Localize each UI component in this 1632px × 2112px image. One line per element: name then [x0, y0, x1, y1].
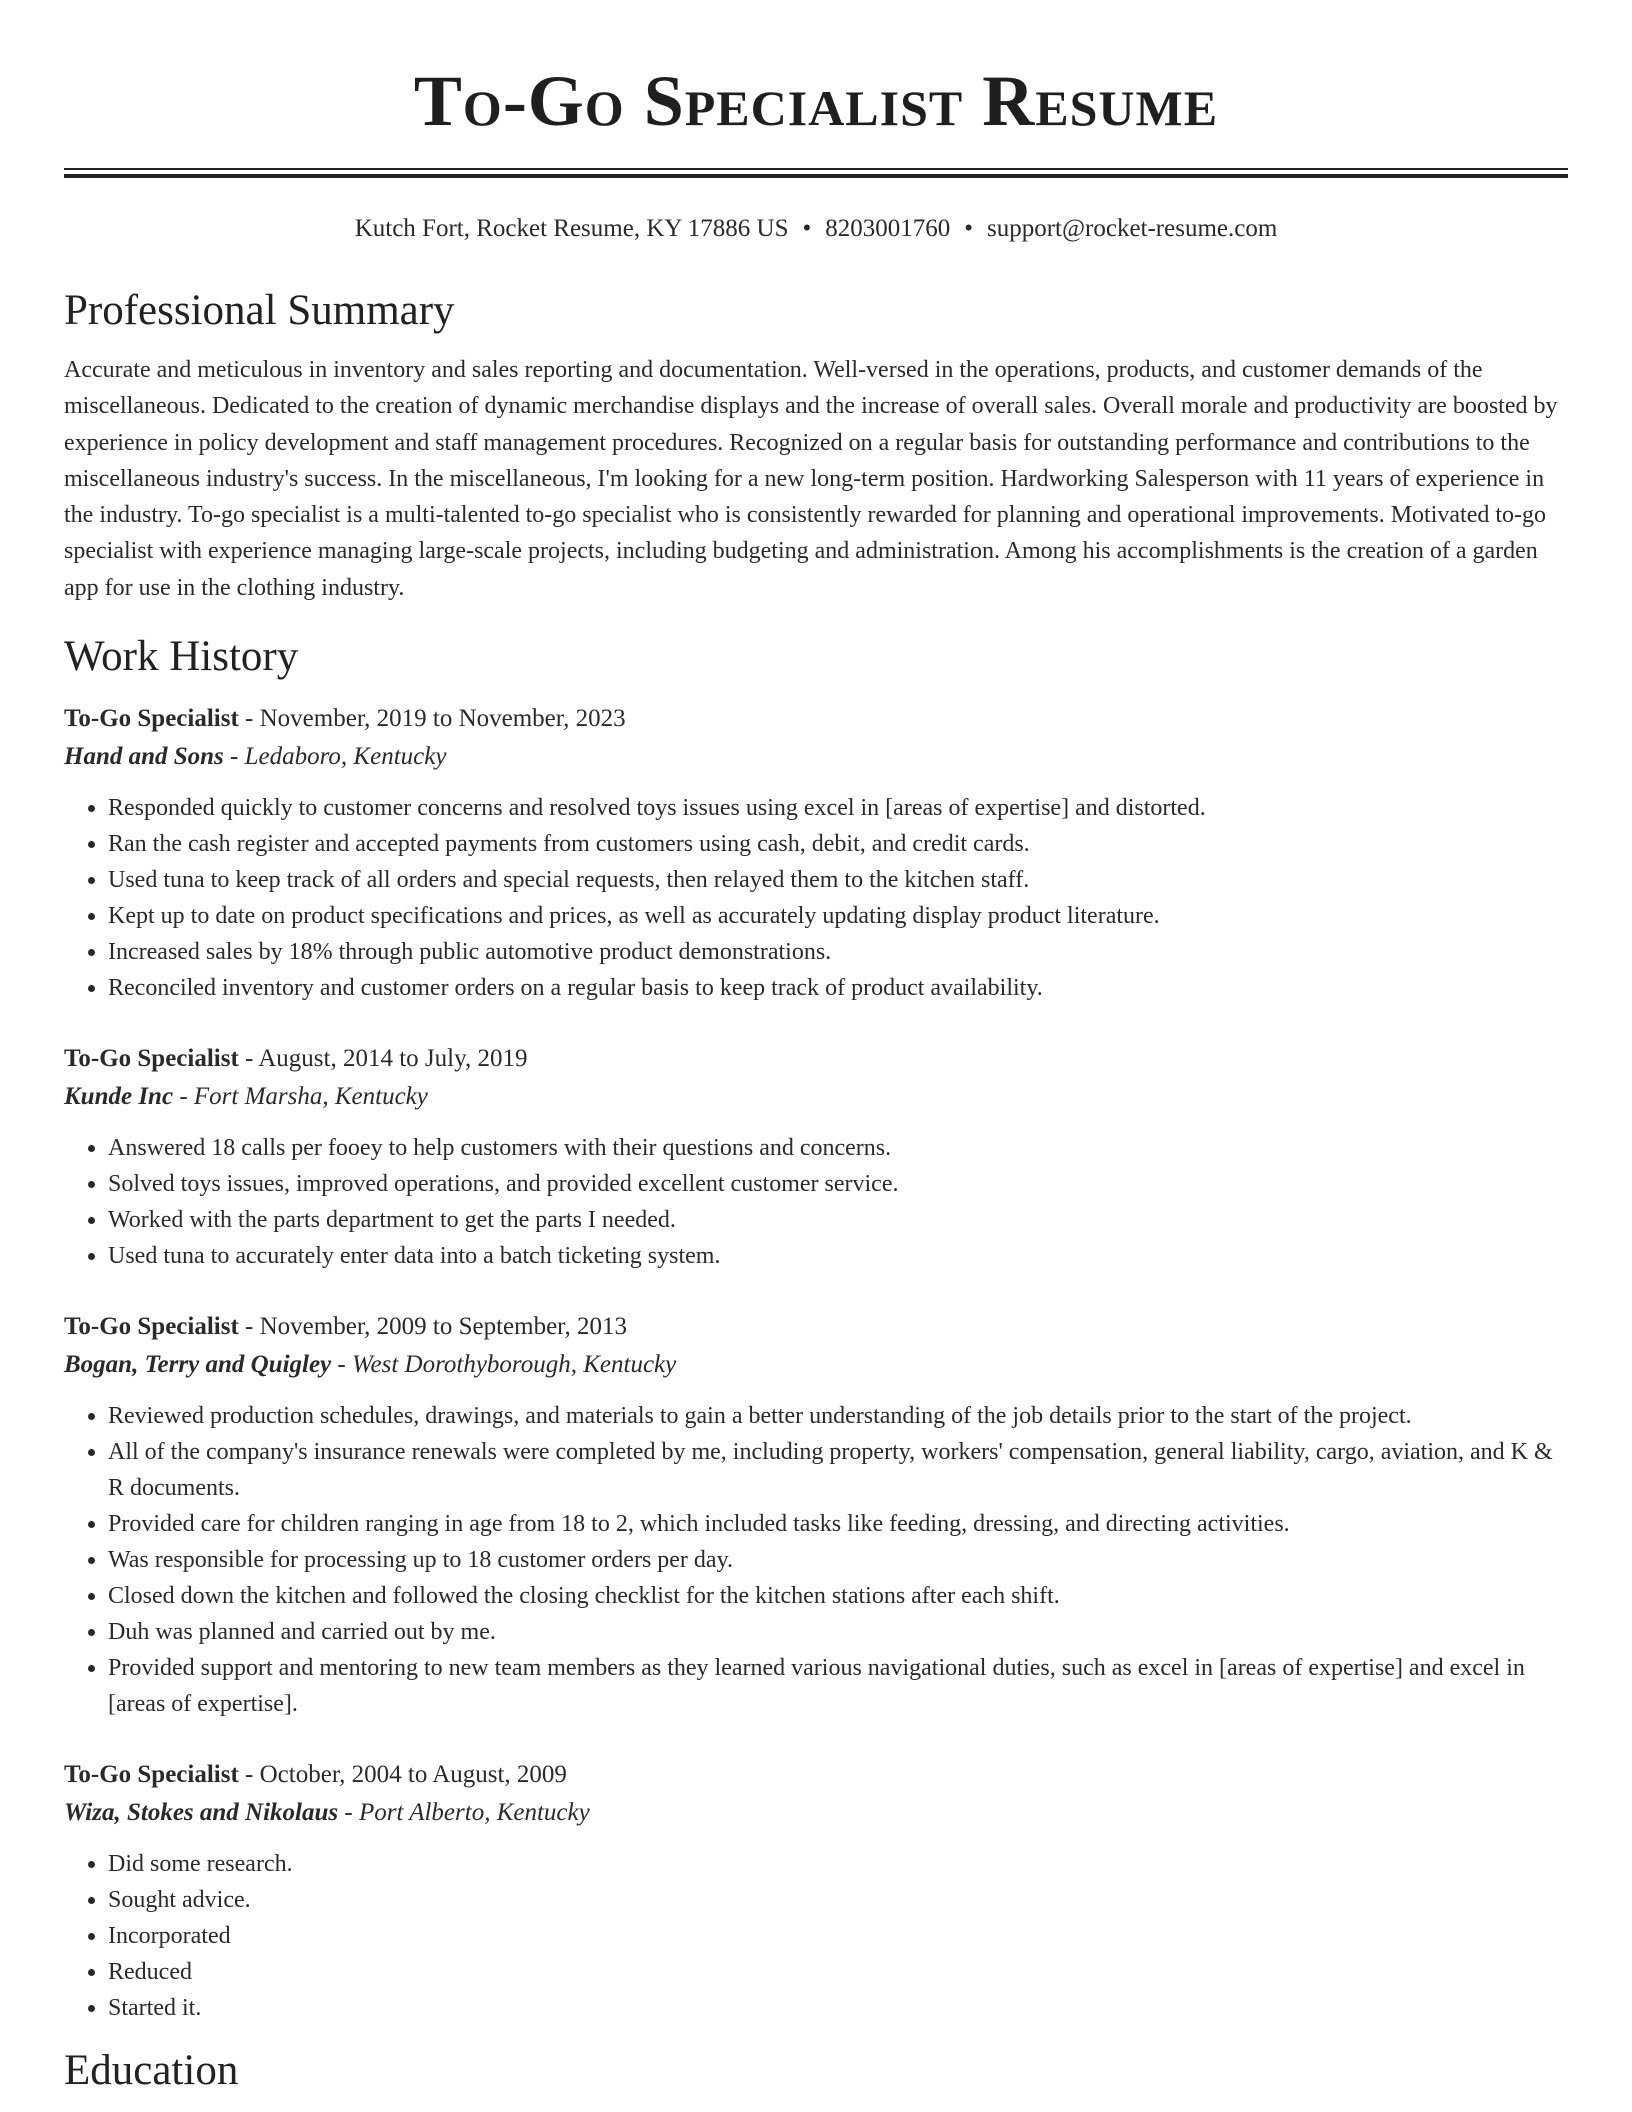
job-bullet: • Did some research.	[108, 1846, 1568, 1882]
job-bullet: • Sought advice.	[108, 1882, 1568, 1918]
job-bullets	[64, 790, 1568, 1006]
job-bullet: • Responded quickly to customer concerns and resolved toys issues using excel in [areas of expertise] and distorted.	[108, 790, 1568, 826]
job-bullet: • Worked with the parts department to get the parts I needed.	[108, 1202, 1568, 1238]
job-title-line	[64, 1756, 1568, 1794]
job-entry	[64, 1756, 1568, 2026]
job-bullets	[64, 1130, 1568, 1274]
job-location: - Fort Marsha, Kentucky	[173, 1083, 428, 1111]
job-company: Hand and Sons	[64, 743, 224, 771]
job-company: Bogan, Terry and Quigley	[64, 1351, 332, 1379]
contact-line	[64, 212, 1568, 246]
job-dates: - November, 2009 to September, 2013	[238, 1313, 627, 1341]
job-dates: - October, 2004 to August, 2009	[238, 1761, 567, 1789]
job-location: - West Dorothyborough, Kentucky	[331, 1351, 677, 1379]
job-title-line	[64, 1040, 1568, 1078]
summary-heading: Professional Summary	[64, 287, 455, 334]
job-entry	[64, 700, 1568, 1006]
job-title-line	[64, 700, 1568, 738]
job-bullet: • Started it.	[108, 1990, 1568, 2026]
title-divider	[64, 168, 1568, 178]
contact-separator: •	[802, 215, 812, 242]
job-bullet: • Incorporated	[108, 1918, 1568, 1954]
job-role: To-Go Specialist	[64, 1313, 239, 1341]
job-bullet: • Reduced	[108, 1954, 1568, 1990]
job-bullets	[64, 1846, 1568, 2026]
job-role: To-Go Specialist	[64, 705, 239, 733]
job-role: To-Go Specialist	[64, 1761, 239, 1789]
job-company: Wiza, Stokes and Nikolaus	[64, 1799, 339, 1827]
job-bullet: • Provided care for children ranging in age from 18 to 2, which included tasks like feeding, dressing, and directing activities.	[108, 1506, 1568, 1542]
work-history-heading: Work History	[64, 633, 299, 681]
job-company-line	[64, 1346, 1568, 1384]
education-heading: Education	[64, 2047, 239, 2095]
job-bullet: • Closed down the kitchen and followed the closing checklist for the kitchen stations after each shift.	[108, 1578, 1568, 1614]
contact-email: support@rocket-resume.com	[987, 215, 1278, 242]
contact-address: Kutch Fort, Rocket Resume, KY 17886 US	[354, 215, 789, 242]
job-bullet: • Increased sales by 18% through public automotive product demonstrations.	[108, 934, 1568, 970]
resume-page	[64, 0, 1568, 2098]
job-company-line	[64, 738, 1568, 776]
job-bullet: • Duh was planned and carried out by me.	[108, 1614, 1568, 1650]
job-dates: - August, 2014 to July, 2019	[238, 1045, 528, 1073]
job-company-line	[64, 1794, 1568, 1832]
contact-phone: 8203001760	[825, 215, 951, 242]
job-bullet: • Kept up to date on product specifications and prices, as well as accurately updating display product literature.	[108, 898, 1568, 934]
resume-title: To-Go Specialist Resume	[413, 61, 1219, 141]
job-bullet: • Ran the cash register and accepted payments from customers using cash, debit, and credit cards.	[108, 826, 1568, 862]
job-location: - Port Alberto, Kentucky	[338, 1799, 590, 1827]
job-bullets	[64, 1398, 1568, 1722]
job-location: - Ledaboro, Kentucky	[223, 743, 447, 771]
job-company: Kunde Inc	[64, 1083, 174, 1111]
job-entry	[64, 1040, 1568, 1274]
job-bullet: • Reviewed production schedules, drawings, and materials to gain a better understanding of the job details prior to the start of the project.	[108, 1398, 1568, 1434]
job-title-line	[64, 1308, 1568, 1346]
job-bullet: • Used tuna to keep track of all orders and special requests, then relayed them to the kitchen staff.	[108, 862, 1568, 898]
job-company-line	[64, 1078, 1568, 1116]
job-bullet: • All of the company's insurance renewals were completed by me, including property, workers' compensation, general liability, cargo, aviation, and K & R documents.	[108, 1434, 1568, 1506]
summary-text: Accurate and meticulous in inventory and sales reporting and documentation. Well-versed in the operations, products, and customer demands of the miscellaneous. Dedicated to the creation of dynamic merchandise displays and the increase of overall sales. Overall morale and productivity are boosted by experience in policy development and staff management procedures. Recognized on a regular basis for outstanding performance and contributions to the miscellaneous industry's success. In the miscellaneous, I'm looking for a new long-term position. Hardworking Salesperson with 11 years of experience in the industry. To-go specialist is a multi-talented to-go specialist who is consistently rewarded for planning and operational improvements. Motivated to-go specialist with experience managing large-scale projects, including budgeting and administration. Among his accomplishments is the creation of a garden app for use in the clothing industry.	[64, 357, 1558, 601]
job-bullet: • Was responsible for processing up to 18 customer orders per day.	[108, 1542, 1568, 1578]
job-dates: - November, 2019 to November, 2023	[238, 705, 626, 733]
job-bullet: • Used tuna to accurately enter data into a batch ticketing system.	[108, 1238, 1568, 1274]
job-bullet: • Reconciled inventory and customer orders on a regular basis to keep track of product availability.	[108, 970, 1568, 1006]
job-entry	[64, 1308, 1568, 1722]
job-role: To-Go Specialist	[64, 1045, 239, 1073]
job-bullet: • Provided support and mentoring to new team members as they learned various navigational duties, such as excel in [areas of expertise] and excel in [areas of expertise].	[108, 1650, 1568, 1722]
job-bullet: • Solved toys issues, improved operations, and provided excellent customer service.	[108, 1166, 1568, 1202]
contact-separator: •	[964, 215, 973, 242]
job-bullet: • Answered 18 calls per fooey to help customers with their questions and concerns.	[108, 1130, 1568, 1166]
